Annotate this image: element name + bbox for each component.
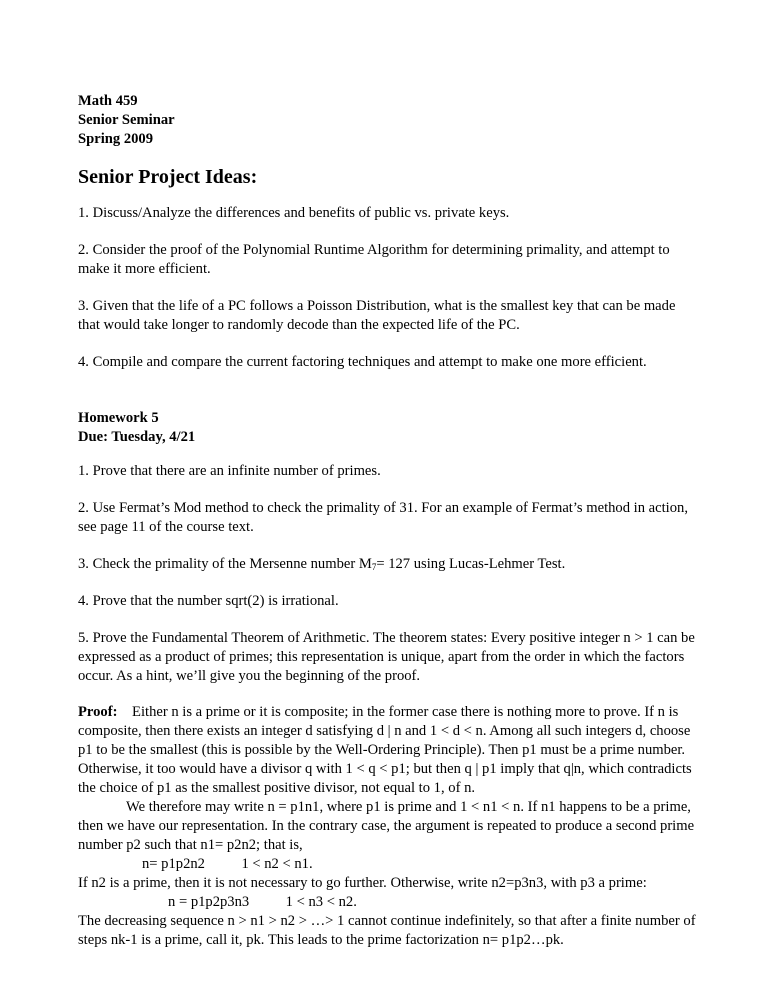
- proof-paragraph-3: If n2 is a prime, then it is not necessary to go further. Otherwise, write n2=p3n3, with p3 a prime:: [78, 875, 647, 891]
- homework-due: Due: Tuesday, 4/21: [78, 429, 196, 445]
- homework-question-5: 5. Prove the Fundamental Theorem of Arithmetic. The theorem states: Every positive integer n > 1 can be expressed as a product of primes; this representation is unique, apart from the order in which the factors occur. As a hint, we’ll give you the beginning of the proof.: [78, 630, 695, 684]
- course-name: Senior Seminar: [78, 112, 175, 128]
- homework-question-2: 2. Use Fermat’s Mod method to check the primality of 31. For an example of Fermat’s method in action, see page 11 of the course text.: [78, 500, 688, 535]
- project-item-1: 1. Discuss/Analyze the differences and benefits of public vs. private keys.: [78, 205, 510, 221]
- course-number: Math 459: [78, 93, 138, 109]
- proof-label: Proof:: [78, 704, 118, 720]
- project-item-2: 2. Consider the proof of the Polynomial Runtime Algorithm for determining primality, and attempt to make it more efficient.: [78, 242, 670, 277]
- proof-equation-1: n= p1p2n2 1 < n2 < n1.: [142, 856, 313, 872]
- course-term: Spring 2009: [78, 131, 154, 147]
- project-item-3: 3. Given that the life of a PC follows a Poisson Distribution, what is the smallest key that can be made that would take longer to randomly decode than the expected life of the PC.: [78, 298, 676, 333]
- proof-equation-2: n = p1p2p3n3 1 < n3 < n2.: [168, 894, 357, 910]
- proof-paragraph-2: We therefore may write n = p1n1, where p1 is prime and 1 < n1 < n. If n1 happens to be a prime, then we have our representation. In the contrary case, the argument is repeated to produce a second prime number p2 such that n1= p2n2; that is,: [78, 799, 695, 853]
- proof-paragraph-4: The decreasing sequence n > n1 > n2 > …> 1 cannot continue indefinitely, so that after a finite number of steps nk-1 is a prime, call it, pk. This leads to the prime factorization n= p1p2…pk.: [78, 913, 696, 948]
- projects-heading: Senior Project Ideas:: [78, 166, 258, 188]
- homework-question-3: 3. Check the primality of the Mersenne number $M_7= 127$ using Lucas-Lehmer Test.: [78, 556, 566, 572]
- project-item-4: 4. Compile and compare the current factoring techniques and attempt to make one more efficient.: [78, 354, 647, 370]
- homework-heading: Homework 5: [78, 410, 159, 426]
- homework-question-4: 4. Prove that the number sqrt(2) is irrational.: [78, 593, 339, 609]
- homework-question-1: 1. Prove that there are an infinite number of primes.: [78, 463, 381, 479]
- proof-paragraph-1: Proof: Either n is a prime or it is composite; in the former case there is nothing more to prove. If n is composite, then there exists an integer d satisfying d | n and 1 < d < n. Among all such integers d, choose p1 to be the smallest (this is possible by the Well-Ordering Principle). Then p1 must be a prime number. Otherwise, it too would have a divisor q with 1 < q < p1; but then q | p1 imply that q|n, which contradicts the choice of p1 as the smallest positive divisor, not equal to 1, of n.: [78, 704, 692, 796]
